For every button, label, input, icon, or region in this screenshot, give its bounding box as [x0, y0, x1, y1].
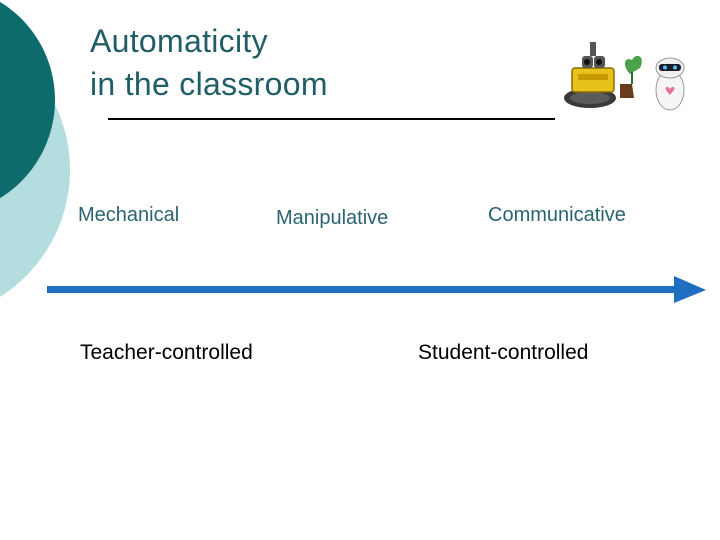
stage-communicative: Communicative	[488, 204, 626, 226]
robots-clipart	[560, 38, 690, 118]
stage-mechanical: Mechanical	[78, 204, 180, 226]
continuum-arrow	[44, 272, 710, 308]
title-underline	[108, 118, 555, 120]
corner-decoration	[0, 0, 80, 300]
student-controlled-label: Student-controlled	[418, 341, 589, 364]
teacher-controlled-label: Teacher-controlled	[80, 341, 253, 364]
slide-title	[90, 20, 328, 106]
title-line-2: in the classroom	[90, 66, 328, 102]
stage-manipulative: Manipulative	[276, 207, 389, 229]
title-line-1: Automaticity	[90, 23, 268, 59]
